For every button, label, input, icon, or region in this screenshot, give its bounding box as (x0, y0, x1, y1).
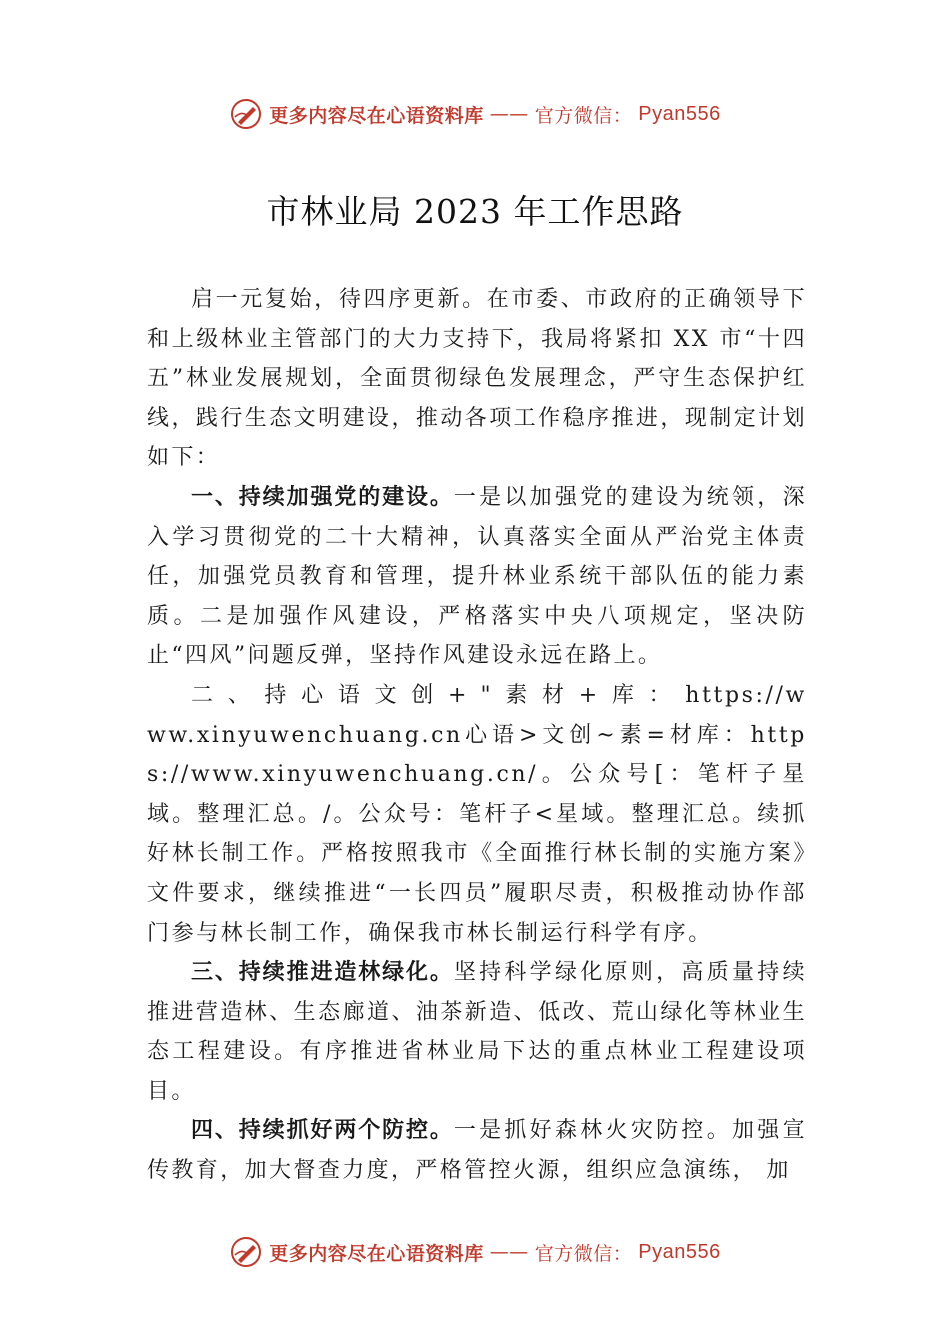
top-watermark-banner (0, 94, 950, 134)
wechat-id: Pyan556 (638, 102, 721, 125)
pen-logo-icon (229, 1235, 263, 1269)
section-paragraph (147, 953, 807, 1111)
wechat-id: Pyan556 (638, 1240, 721, 1263)
section-body: https://www.xinyuwenchuang.cn心语>文创~素=材库：https://www.xinyuwenchuang.cn/。公众号[：笔杆子星域。整理汇总。/。公众号：笔杆子<星域。整理汇总。续抓好林长制工作。严格按照我市《全面推行林长制的实施方案》文件要求，继续推进“一长四员”履职尽责，积极推动协作部门参与林长制工作，确保我市林长制运行科学有序。 (147, 682, 807, 946)
dash: —— (489, 103, 529, 125)
document-title: 市林业局 2023 年工作思路 (266, 192, 684, 231)
pen-logo-icon (229, 97, 263, 131)
promo-text: 更多内容尽在心语资料库 (269, 1242, 484, 1265)
section-body: 一是抓好森林火灾防控。加强宣传教育，加大督查力度，严格管控火源，组织应急演练， 加 (147, 1118, 807, 1184)
section-body: 一是以加强党的建设为统领，深入学习贯彻党的二十大精神，认真落实全面从严治党主体责任，加强党员教育和管理，提升林业系统干部队伍的能力素质。二是加强作风建设，严格落实中央八项规定，坚决防止“四风”问题反弹，坚持作风建设永远在路上。 (147, 484, 807, 669)
section-body: 坚持科学绿化原则，高质量持续推进营造林、生态廊道、油茶新造、低改、荒山绿化等林业生态工程建设。有序推进省林业局下达的重点林业工程建设项目。 (147, 960, 807, 1104)
dash: —— (489, 1241, 529, 1263)
intro-paragraph: 启一元复始，待四序更新。在市委、市政府的正确领导下和上级林业主管部门的大力支持下，我局将紧扣 XX 市“十四五”林业发展规划，全面贯彻绿色发展理念，严守生态保护红线，践行生态文明建设，推动各项工作稳序推进，现制定计划如下： (147, 287, 807, 471)
section-paragraph (147, 1111, 807, 1190)
bottom-watermark-banner (0, 1232, 950, 1272)
wechat-label: 官方微信： (534, 1242, 633, 1265)
section-paragraph (147, 676, 807, 953)
section-heading: 四、持续抓好两个防控。 (191, 1118, 454, 1144)
section-heading: 一、持续加强党的建设。 (191, 484, 454, 510)
section-heading: 二、持心语文创+"素材+库： (191, 682, 686, 708)
promo-text: 更多内容尽在心语资料库 (269, 104, 484, 127)
section-paragraph (147, 478, 807, 676)
document-body (147, 280, 807, 1191)
wechat-label: 官方微信： (534, 104, 633, 127)
section-heading: 三、持续推进造林绿化。 (191, 960, 454, 986)
